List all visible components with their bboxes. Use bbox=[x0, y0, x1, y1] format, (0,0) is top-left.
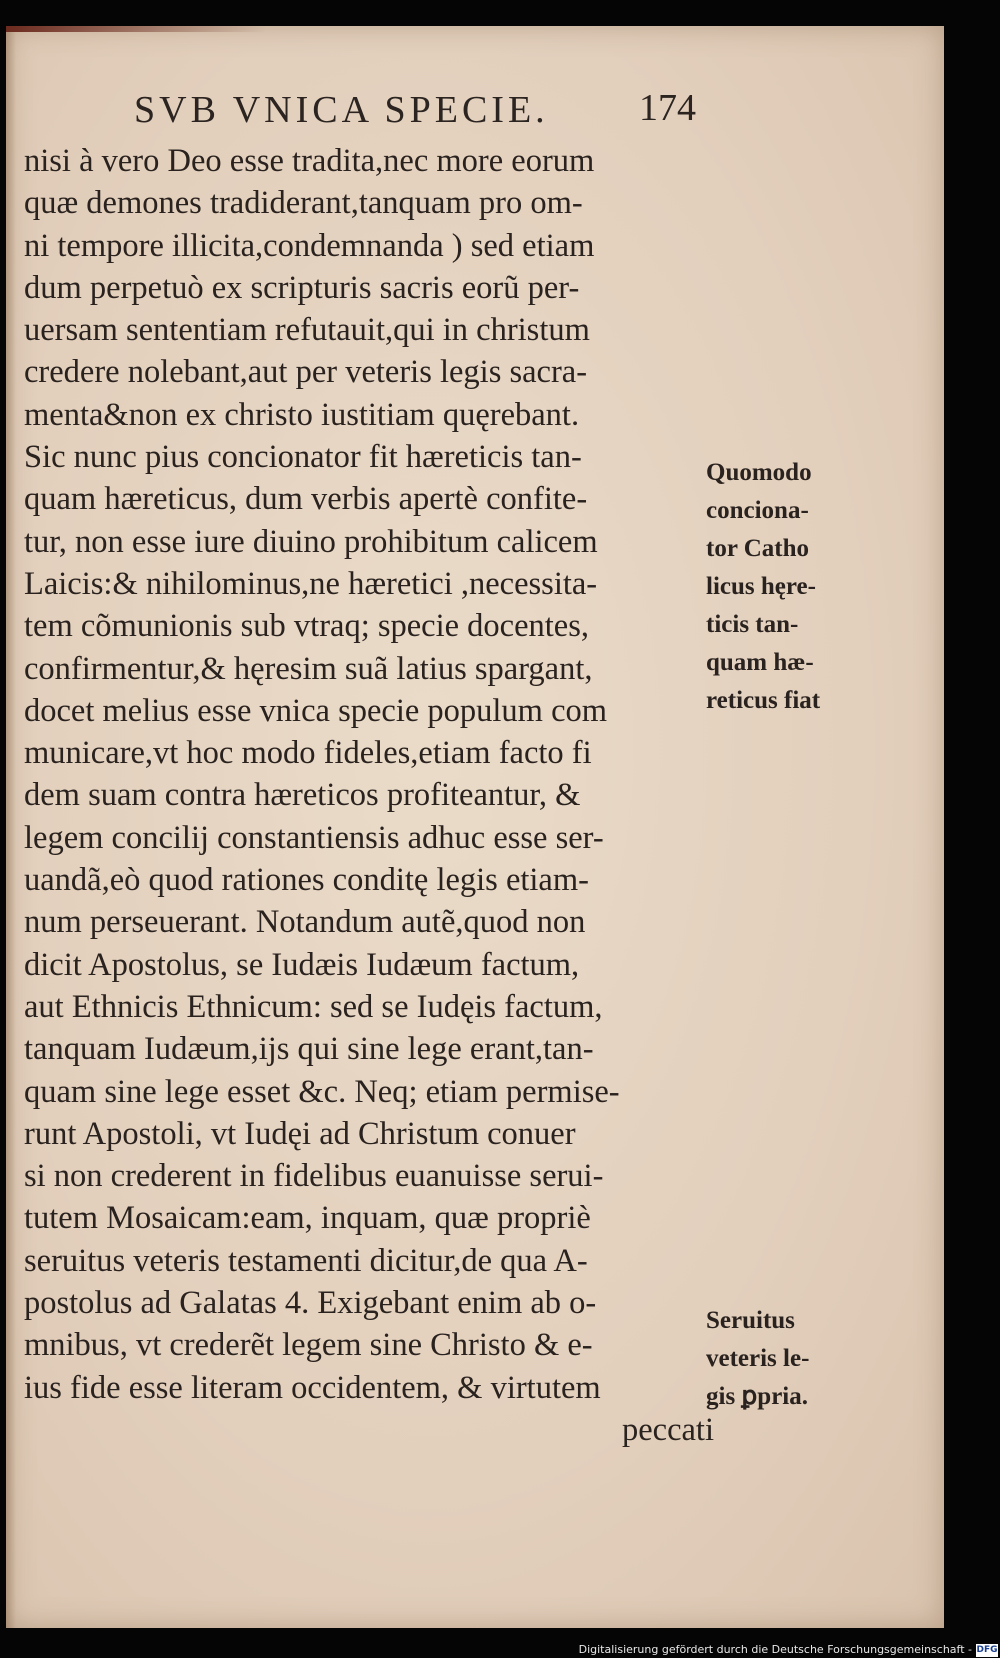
book-page bbox=[6, 26, 944, 1628]
binding-edge bbox=[6, 26, 266, 32]
margin-note-concionator bbox=[706, 454, 820, 720]
text-line: quam sine lege esset &c. Neq; etiam permise- bbox=[24, 1073, 620, 1110]
margin-note-line: quam hæ- bbox=[706, 649, 814, 676]
text-line: dum perpetuò ex scripturis sacris eorũ per- bbox=[24, 269, 580, 306]
text-line: confirmentur,& hęresim suã latius spargant, bbox=[24, 650, 593, 687]
text-line: tutem Mosaicam:eam, inquam, quæ propriè bbox=[24, 1200, 591, 1237]
margin-note-line: Quomodo bbox=[706, 459, 812, 486]
text-line: docet melius esse vnica specie populum com bbox=[24, 692, 608, 729]
text-line: uersam sententiam refutauit,qui in christum bbox=[24, 312, 590, 349]
text-line: si non crederent in fidelibus euanuisse serui- bbox=[24, 1158, 604, 1195]
text-line: municare,vt hoc modo fideles,etiam facto fi bbox=[24, 735, 592, 772]
text-line: tur, non esse iure diuino prohibitum calicem bbox=[24, 523, 598, 560]
body-text bbox=[24, 140, 714, 1451]
text-line: mnibus, vt crederẽt legem sine Christo & e- bbox=[24, 1327, 593, 1364]
digitization-credit: Digitalisierung gefördert durch die Deutsche Forschungsgemeinschaft - bbox=[578, 1643, 972, 1656]
text-line: quam hæreticus, dum verbis apertè confite- bbox=[24, 481, 588, 518]
text-line: tem cõmunionis sub vtraq; specie docentes, bbox=[24, 608, 590, 645]
text-line: runt Apostoli, vt Iudęi ad Christum conuer bbox=[24, 1115, 576, 1152]
text-line: seruitus veteris testamenti dicitur,de qua A- bbox=[24, 1242, 588, 1279]
text-line: credere nolebant,aut per veteris legis sacra- bbox=[24, 354, 588, 391]
text-line: quæ demones tradiderant,tanquam pro om- bbox=[24, 185, 583, 222]
text-line: uandã,eò quod rationes conditę legis etiam- bbox=[24, 862, 589, 899]
margin-note-line: licus hęre- bbox=[706, 573, 816, 600]
text-line: Laicis:& nihilominus,ne hæretici ,necessita- bbox=[24, 565, 598, 602]
text-line: aut Ethnicis Ethnicum: sed se Iudęis factum, bbox=[24, 988, 603, 1025]
text-line: dicit Apostolus, se Iudæis Iudæum factum, bbox=[24, 946, 580, 983]
text-line: ni tempore illicita,condemnanda ) sed etiam bbox=[24, 227, 595, 264]
text-line: num perseuerant. Notandum autẽ,quod non bbox=[24, 904, 586, 941]
text-line: Sic nunc pius concionator fit hæreticis tan- bbox=[24, 439, 582, 476]
margin-note-line: ticis tan- bbox=[706, 611, 799, 638]
margin-note-seruitus bbox=[706, 1302, 809, 1416]
margin-note-line: gis ꝑpria. bbox=[706, 1383, 808, 1410]
margin-note-line: reticus fiat bbox=[706, 687, 821, 714]
text-line: postolus ad Galatas 4. Exigebant enim ab o- bbox=[24, 1285, 597, 1322]
text-line: nisi à vero Deo esse tradita,nec more eorum bbox=[24, 143, 595, 179]
margin-note-line: conciona- bbox=[706, 497, 809, 524]
text-line: dem suam contra hæreticos profiteantur, & bbox=[24, 777, 581, 814]
text-line: menta&non ex christo iustitiam quęrebant. bbox=[24, 396, 580, 433]
margin-note-line: tor Catho bbox=[706, 535, 810, 562]
running-head: SVB VNICA SPECIE. bbox=[134, 89, 549, 131]
margin-note-line: Seruitus bbox=[706, 1307, 795, 1334]
page-number: 174 bbox=[639, 87, 696, 129]
catchword: peccati bbox=[621, 1411, 714, 1448]
text-line: ius fide esse literam occidentem, & virtutem bbox=[24, 1369, 601, 1406]
page-shadow bbox=[6, 26, 16, 1628]
dfg-logo: DFG bbox=[976, 1645, 998, 1655]
margin-note-line: veteris le- bbox=[706, 1345, 810, 1372]
text-line: legem concilij constantiensis adhuc esse ser- bbox=[24, 819, 604, 856]
text-line: tanquam Iudæum,ijs qui sine lege erant,tan- bbox=[24, 1031, 594, 1068]
